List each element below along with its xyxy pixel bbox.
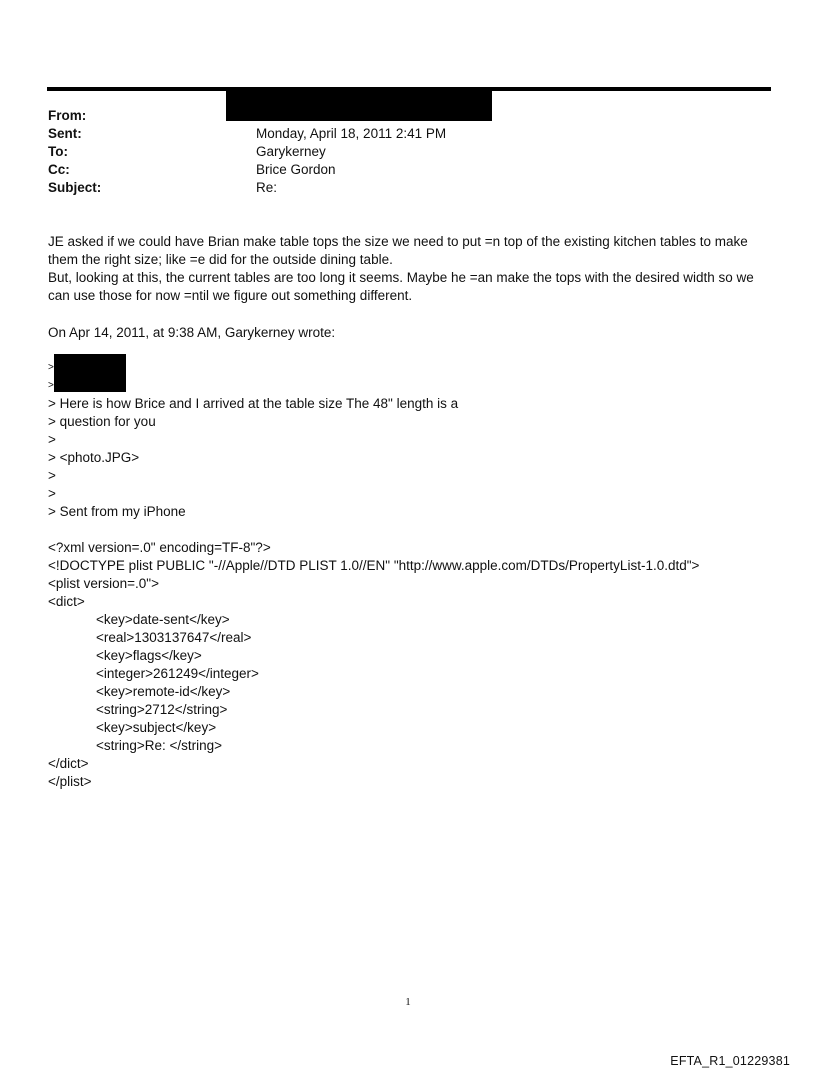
sent-value: Monday, April 18, 2011 2:41 PM (256, 126, 447, 141)
cc-label: Cc: (48, 162, 70, 177)
plist-entry: <string>2712</string> (96, 702, 228, 717)
from-label: From: (48, 108, 87, 123)
plist-entry: <key>subject</key> (96, 720, 217, 735)
body-line: JE asked if we could have Brian make table tops the size we need to put =n top of the existing kitchen tables to make (48, 234, 748, 249)
plist-entry: <integer>261249</integer> (96, 666, 259, 681)
sent-label: Sent: (48, 126, 82, 141)
document-id: EFTA_R1_01229381 (670, 1054, 790, 1068)
plist-xml-declaration: <?xml version=.0" encoding=TF-8"?> (48, 540, 271, 555)
subject-value: Re: (256, 180, 278, 195)
plist-open: <plist version=.0"> (48, 576, 159, 591)
body-line: them the right size; like =e did for the outside dining table. (48, 252, 393, 267)
quoted-line: > <photo.JPG> (48, 450, 140, 465)
redaction-block-quote (54, 354, 126, 392)
plist-close: </plist> (48, 774, 92, 789)
dict-close: </dict> (48, 756, 89, 771)
page-number: 1 (405, 996, 411, 1008)
plist-entry: <key>date-sent</key> (96, 612, 230, 627)
quoted-line: > (48, 486, 56, 501)
plist-entry: <real>1303137647</real> (96, 630, 252, 645)
quote-mark: > (48, 362, 54, 373)
quoted-line: > question for you (48, 414, 156, 429)
cc-value: Brice Gordon (256, 162, 336, 177)
quote-intro: On Apr 14, 2011, at 9:38 AM, Garykerney wrote: (48, 325, 336, 340)
subject-label: Subject: (48, 180, 102, 195)
to-label: To: (48, 144, 68, 159)
plist-entry: <string>Re: </string> (96, 738, 223, 753)
plist-entry: <key>remote-id</key> (96, 684, 231, 699)
redaction-block-from (226, 90, 492, 121)
body-line: But, looking at this, the current tables are too long it seems. Maybe he =an make the tops with the desired width so we (48, 270, 754, 285)
plist-entry: <key>flags</key> (96, 648, 202, 663)
quoted-line: > Sent from my iPhone (48, 504, 186, 519)
to-value: Garykerney (256, 144, 326, 159)
plist-doctype: <!DOCTYPE plist PUBLIC "-//Apple//DTD PLIST 1.0//EN" "http://www.apple.com/DTDs/PropertyList-1.0.dtd"> (48, 558, 700, 573)
quoted-line: > Here is how Brice and I arrived at the table size The 48" length is a (48, 396, 459, 411)
dict-open: <dict> (48, 594, 85, 609)
quote-mark: > (48, 380, 54, 391)
quoted-line: > (48, 468, 56, 483)
body-line: can use those for now =ntil we figure out something different. (48, 288, 413, 303)
quoted-line: > (48, 432, 56, 447)
